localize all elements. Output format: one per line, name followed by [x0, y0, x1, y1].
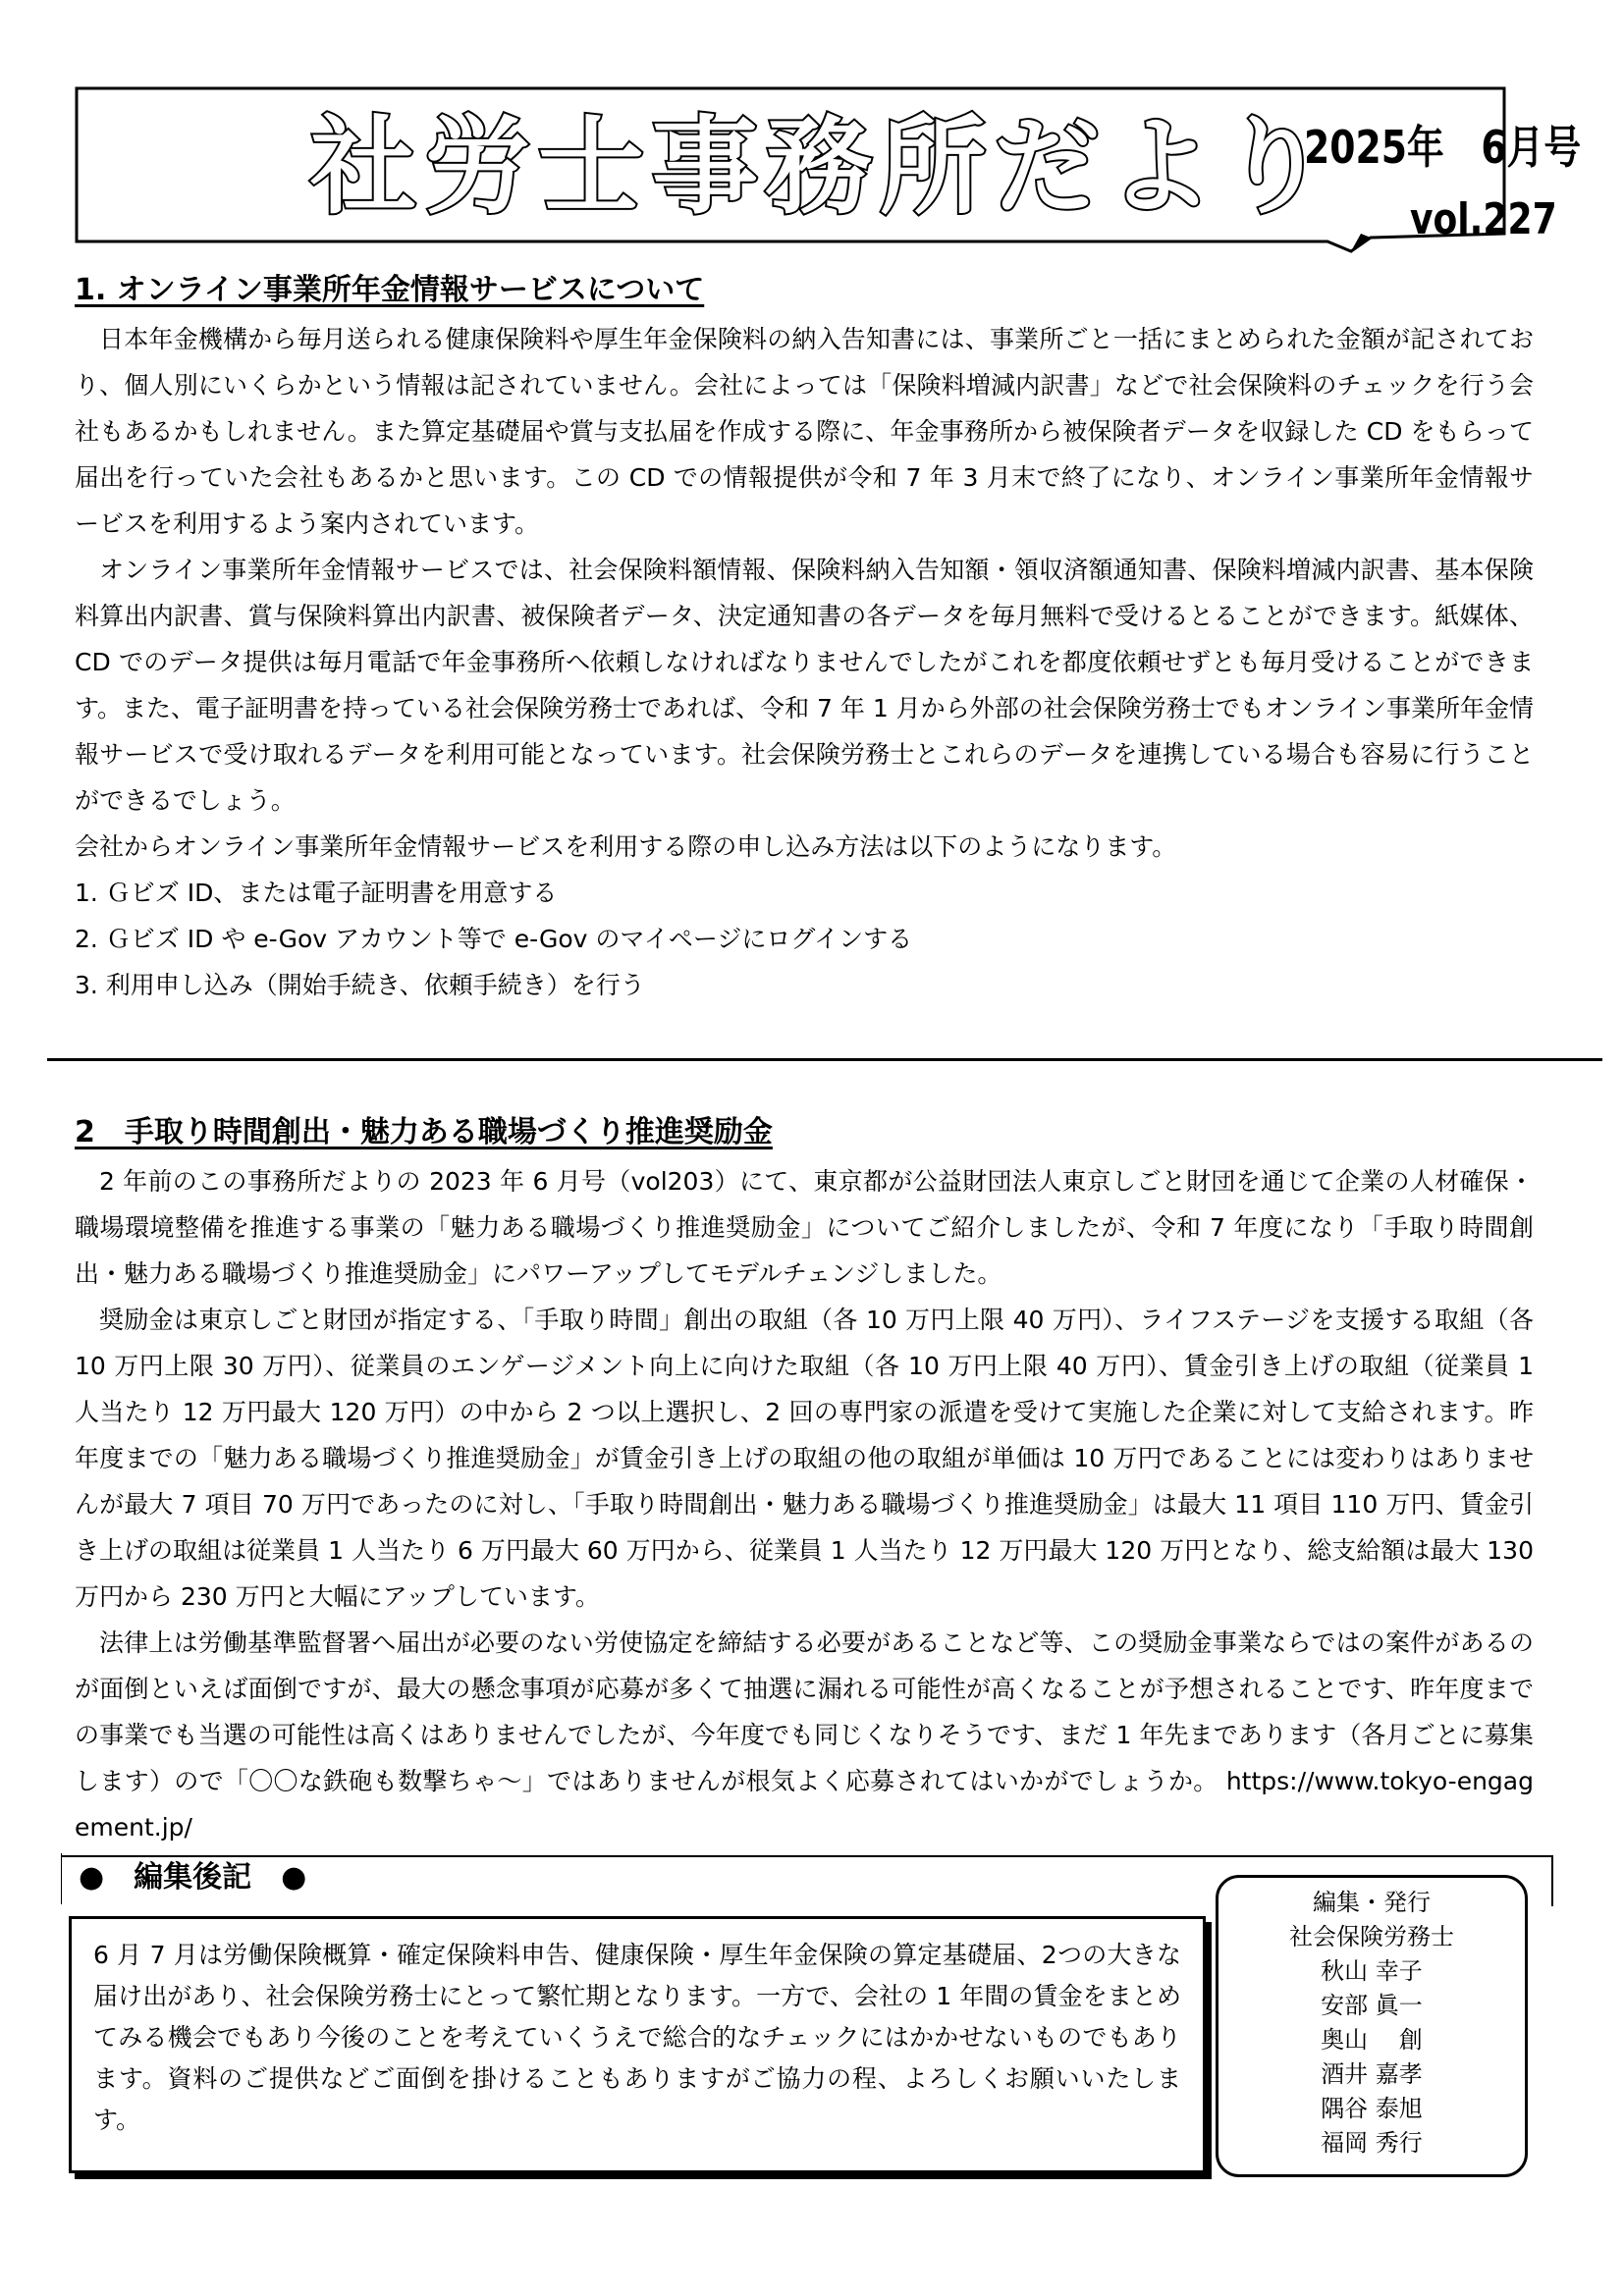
editor-name-5: 隅谷 泰旭	[1321, 2095, 1423, 2122]
editor-name-4: 酒井 嘉孝	[1321, 2060, 1423, 2088]
afterword-label-border	[61, 1853, 62, 1904]
editor-title: 編集・発行	[1313, 1889, 1431, 1916]
section-online-pension-service	[75, 271, 1534, 1008]
section1-paragraph-2: オンライン事業所年金情報サービスでは、社会保険料額情報、保険料納入告知額・領収済額通知書、保険料増減内訳書、基本保険料算出内訳書、賞与保険料算出内訳書、被保険者データ、決定通知書の各データを毎月無料で受けるとることができます。紙媒体、CD でのデータ提供は毎月電話で年金事務所へ依頼しなければなりませんでしたがこれを都度依頼せずとも毎月受けることができます。また、電子証明書を持っている社会保険労務士であれば、令和 7 年 1 月から外部の社会保険労務士でもオンライン事業所年金情報サービスで受け取れるデータを利用可能となっています。社会保険労務士とこれらのデータを連携している場合も容易に行うことができるでしょう。	[75, 556, 1534, 815]
editor-name-6: 福岡 秀行	[1321, 2129, 1423, 2157]
issue-date: 2025年 6月号	[1304, 121, 1582, 174]
section2-paragraph-2: 奨励金は東京しごと財団が指定する、「手取り時間」創出の取組（各 10 万円上限 40 万円）、ライフステージを支援する取組（各 10 万円上限 30 万円）、従業員のエンゲージメント向上に向けた取組（各 10 万円上限 40 万円）、賃金引き上げの取組（従業員 1 人当たり 12 万円最大 120 万円）の中から 2 つ以上選択し、2 回の専門家の派遣を受けて実施した企業に対して支給されます。昨年度までの「魅力ある職場づくり推進奨励金」が賃金引き上げの取組の他の取組が単価は 10 万円であることには変わりはありませんが最大 7 項目 70 万円であったのに対し、「手取り時間創出・魅力ある職場づくり推進奨励金」は最大 11 項目 110 万円、賃金引き上げの取組は従業員 1 人当たり 6 万円最大 60 万円から、従業員 1 人当たり 12 万円最大 120 万円となり、総支給額は最大 130 万円から 230 万円と大幅にアップしています。	[75, 1306, 1534, 1611]
afterword-label-text: ● 編集後記 ●	[79, 1860, 307, 1895]
issue-volume: vol.227	[1410, 194, 1557, 244]
editor-name-3: 奥山 創	[1321, 2026, 1423, 2054]
section1-paragraph-1: 日本年金機構から毎月送られる健康保険料や厚生年金保険料の納入告知書には、事業所ごと一括にまとめられた金額が記されており、個人別にいくらかという情報は記されていません。会社によっては「保険料増減内訳書」などで社会保険料のチェックを行う会社もあるかもしれません。また算定基礎届や賞与支払届を作成する際に、年金事務所から被保険者データを収録した CD をもらって届出を行っていた会社もあるかと思います。この CD での情報提供が令和 7 年 3 月末で終了になり、オンライン事業所年金情報サービスを利用するよう案内されています。	[75, 325, 1534, 538]
editor-name-1: 秋山 幸子	[1321, 1957, 1423, 1985]
editor-name-2: 安部 眞一	[1321, 1992, 1423, 2019]
section1-heading: 1. オンライン事業所年金情報サービスについて	[75, 273, 705, 307]
afterword-label	[61, 1853, 748, 1902]
masthead	[75, 86, 1582, 255]
section2-paragraph-1: 2 年前のこの事務所だよりの 2023 年 6 月号（vol203）にて、東京都が公益財団法人東京しごと財団を通じて企業の人材確保・職場環境整備を推進する事業の「魅力ある職場づくり推進奨励金」についてご紹介しましたが、令和 7 年度になり「手取り時間創出・魅力ある職場づくり推進奨励金」にパワーアップしてモデルチェンジしました。	[75, 1167, 1534, 1288]
section2-paragraph-3: 法律上は労働基準監督署へ届出が必要のない労使協定を締結する必要があることなど等、この奨励金事業ならではの案件があるのが面倒といえば面倒ですが、最大の懸念事項が応募が多くて抽選に漏れる可能性が高くなることが予想されることです、昨年度までの事業でも当選の可能性は高くはありませんでしたが、今年度でも同じくなりそうです、まだ 1 年先まであります（各月ごとに募集します）ので「〇〇な鉄砲も数撃ちゃ～」ではありませんが根気よく応募されてはいかがでしょうか。 https://www.tokyo-engagement.jp/	[75, 1629, 1534, 1842]
editor-box	[1216, 1875, 1528, 2177]
afterword-box	[69, 1916, 1206, 2173]
section-engagement-incentive	[75, 1113, 1534, 1850]
section1-step-3: 3. 利用申し込み（開始手続き、依頼手続き）を行う	[75, 971, 645, 999]
section1-paragraph-3: 会社からオンライン事業所年金情報サービスを利用する際の申し込み方法は以下のようになります。	[75, 832, 1177, 861]
section-divider	[47, 1058, 1602, 1061]
section1-step-2: 2. Ｇビズ ID や e-Gov アカウント等で e-Gov のマイページにログインする	[75, 925, 913, 953]
newsletter-title: 社労士事務所だより	[310, 106, 1336, 229]
editor-role: 社会保険労務士	[1289, 1923, 1454, 1950]
afterword-text: 6 月 7 月は労働保険概算・確定保険料申告、健康保険・厚生年金保険の算定基礎届、2つの大きな届け出があり、社会保険労務士にとって繁忙期となります。一方で、会社の 1 年間の賃金をまとめてみる機会でもあり今後のことを考えていくうえで総合的なチェックにはかかせないものでもあります。資料のご提供などご面倒を掛けることもありますがご協力の程、よろしくお願いいたします。	[93, 1941, 1181, 2134]
section1-step-1: 1. Ｇビズ ID、または電子証明書を用意する	[75, 879, 558, 907]
section2-heading: 2 手取り時間創出・魅力ある職場づくり推進奨励金	[75, 1115, 773, 1149]
